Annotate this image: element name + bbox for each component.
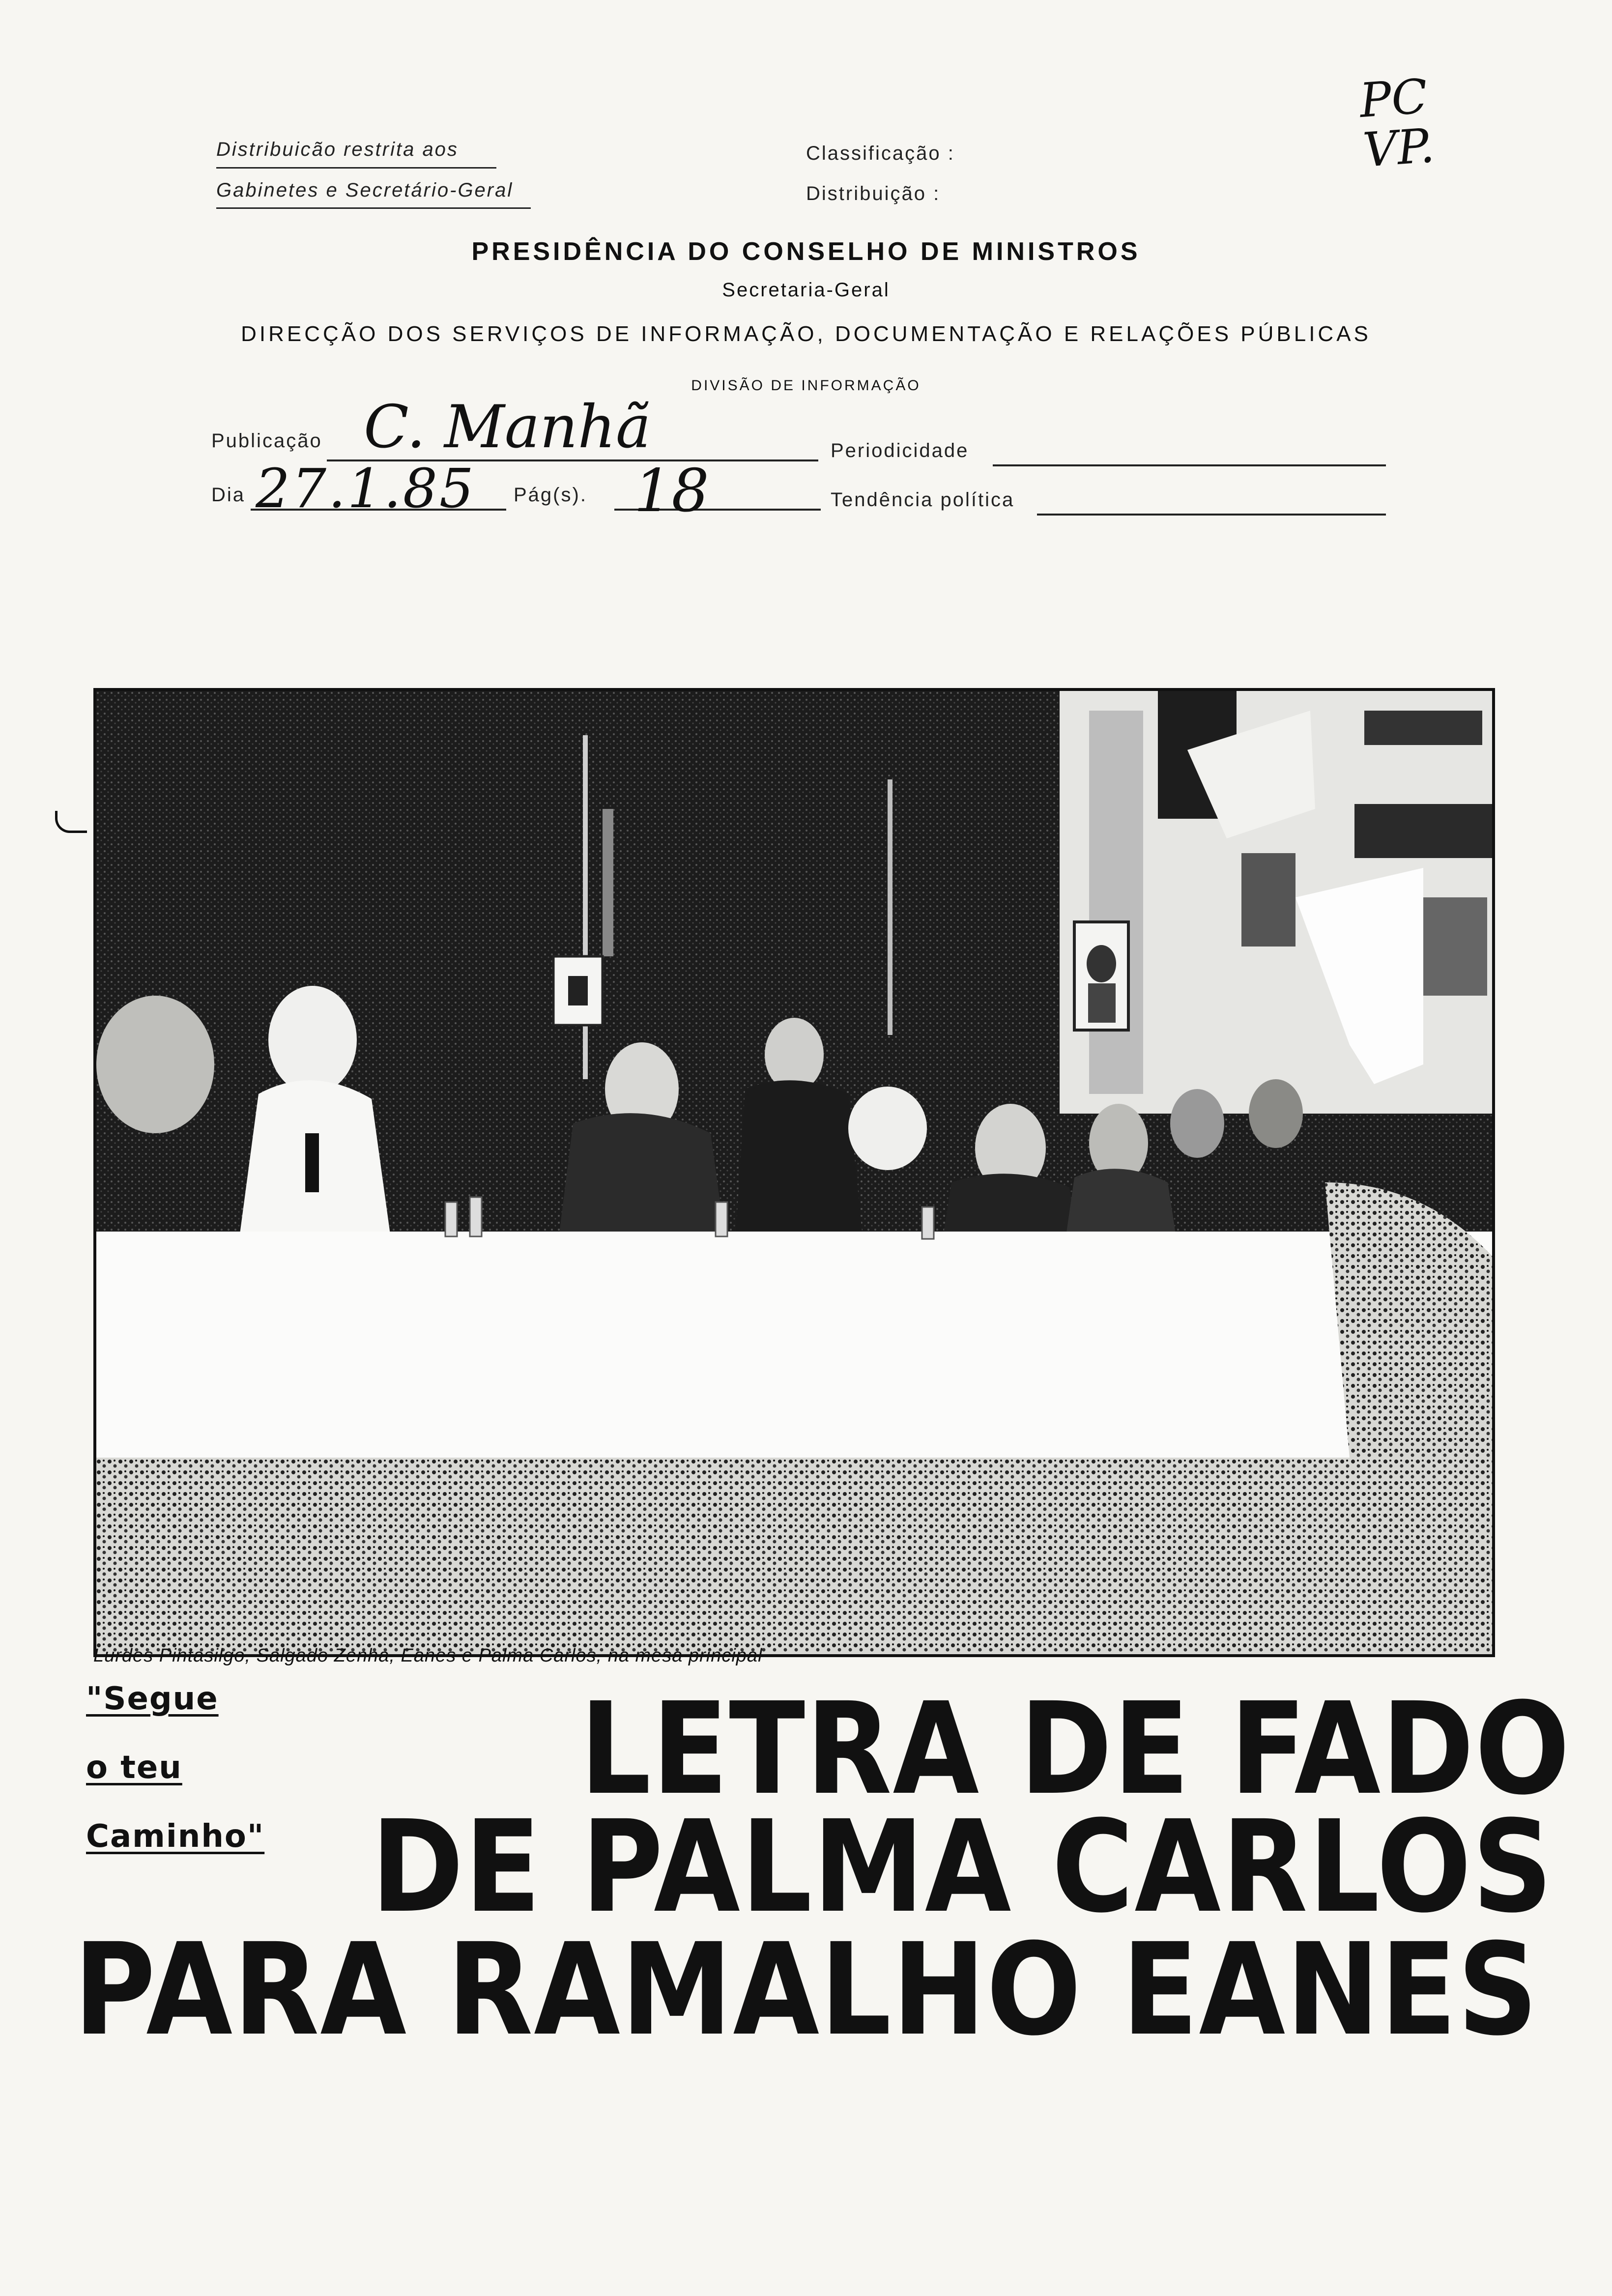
tendencia-line: [1037, 514, 1386, 516]
restricted-line-1: Distribuicão restrita aos: [216, 139, 459, 160]
kicker-line-2: o teu: [86, 1750, 182, 1786]
department-name: DIRECÇÃO DOS SERVIÇOS DE INFORMAÇÃO, DOCUMENTAÇÃO E RELAÇÕES PÚBLICAS: [241, 322, 1371, 346]
division-name: DIVISÃO DE INFORMAÇÃO: [691, 377, 921, 394]
photo-caption: Lurdes Pintasilgo, Salgado Zenha, Eanes e Palma Carlos, na mesa principal: [93, 1645, 763, 1666]
kicker-line-1: "Segue: [86, 1681, 219, 1717]
publicacao-label: Publicação: [211, 430, 322, 452]
handwritten-corner-line-2: VP.: [1361, 117, 1437, 178]
handwritten-corner-line-1: PC: [1357, 68, 1430, 129]
news-photo-illustration: [96, 691, 1492, 1654]
tendencia-label: Tendência política: [831, 489, 1015, 511]
dia-label: Dia: [211, 484, 246, 506]
news-photo: [93, 688, 1495, 1657]
periodicidade-label: Periodicidade: [831, 440, 969, 461]
publicacao-value: C. Manhã: [364, 393, 651, 461]
margin-mark: [55, 811, 87, 833]
restricted-line-2: Gabinetes e Secretário-Geral: [216, 179, 514, 201]
periodicidade-line: [993, 464, 1386, 466]
pags-value: 18: [634, 457, 709, 525]
headline-line-2: DE PALMA CARLOS: [371, 1793, 1554, 1941]
kicker-line-3: Caminho": [86, 1818, 265, 1855]
headline-line-1: LETRA DE FADO: [580, 1675, 1571, 1823]
page-title: PRESIDÊNCIA DO CONSELHO DE MINISTROS: [471, 237, 1141, 266]
dia-value: 27.1.85: [256, 457, 476, 520]
pags-label: Pág(s).: [514, 484, 587, 506]
distribuicao-label: Distribuição :: [806, 183, 941, 204]
page-subtitle: Secretaria-Geral: [722, 279, 890, 301]
handwritten-corner-note: [1357, 68, 1437, 178]
restricted-underline-1: [216, 167, 496, 169]
headline-line-3: PARA RAMALHO EANES: [74, 1916, 1539, 2064]
classificacao-label: Classificação :: [806, 143, 955, 164]
restricted-underline-2: [216, 207, 531, 209]
